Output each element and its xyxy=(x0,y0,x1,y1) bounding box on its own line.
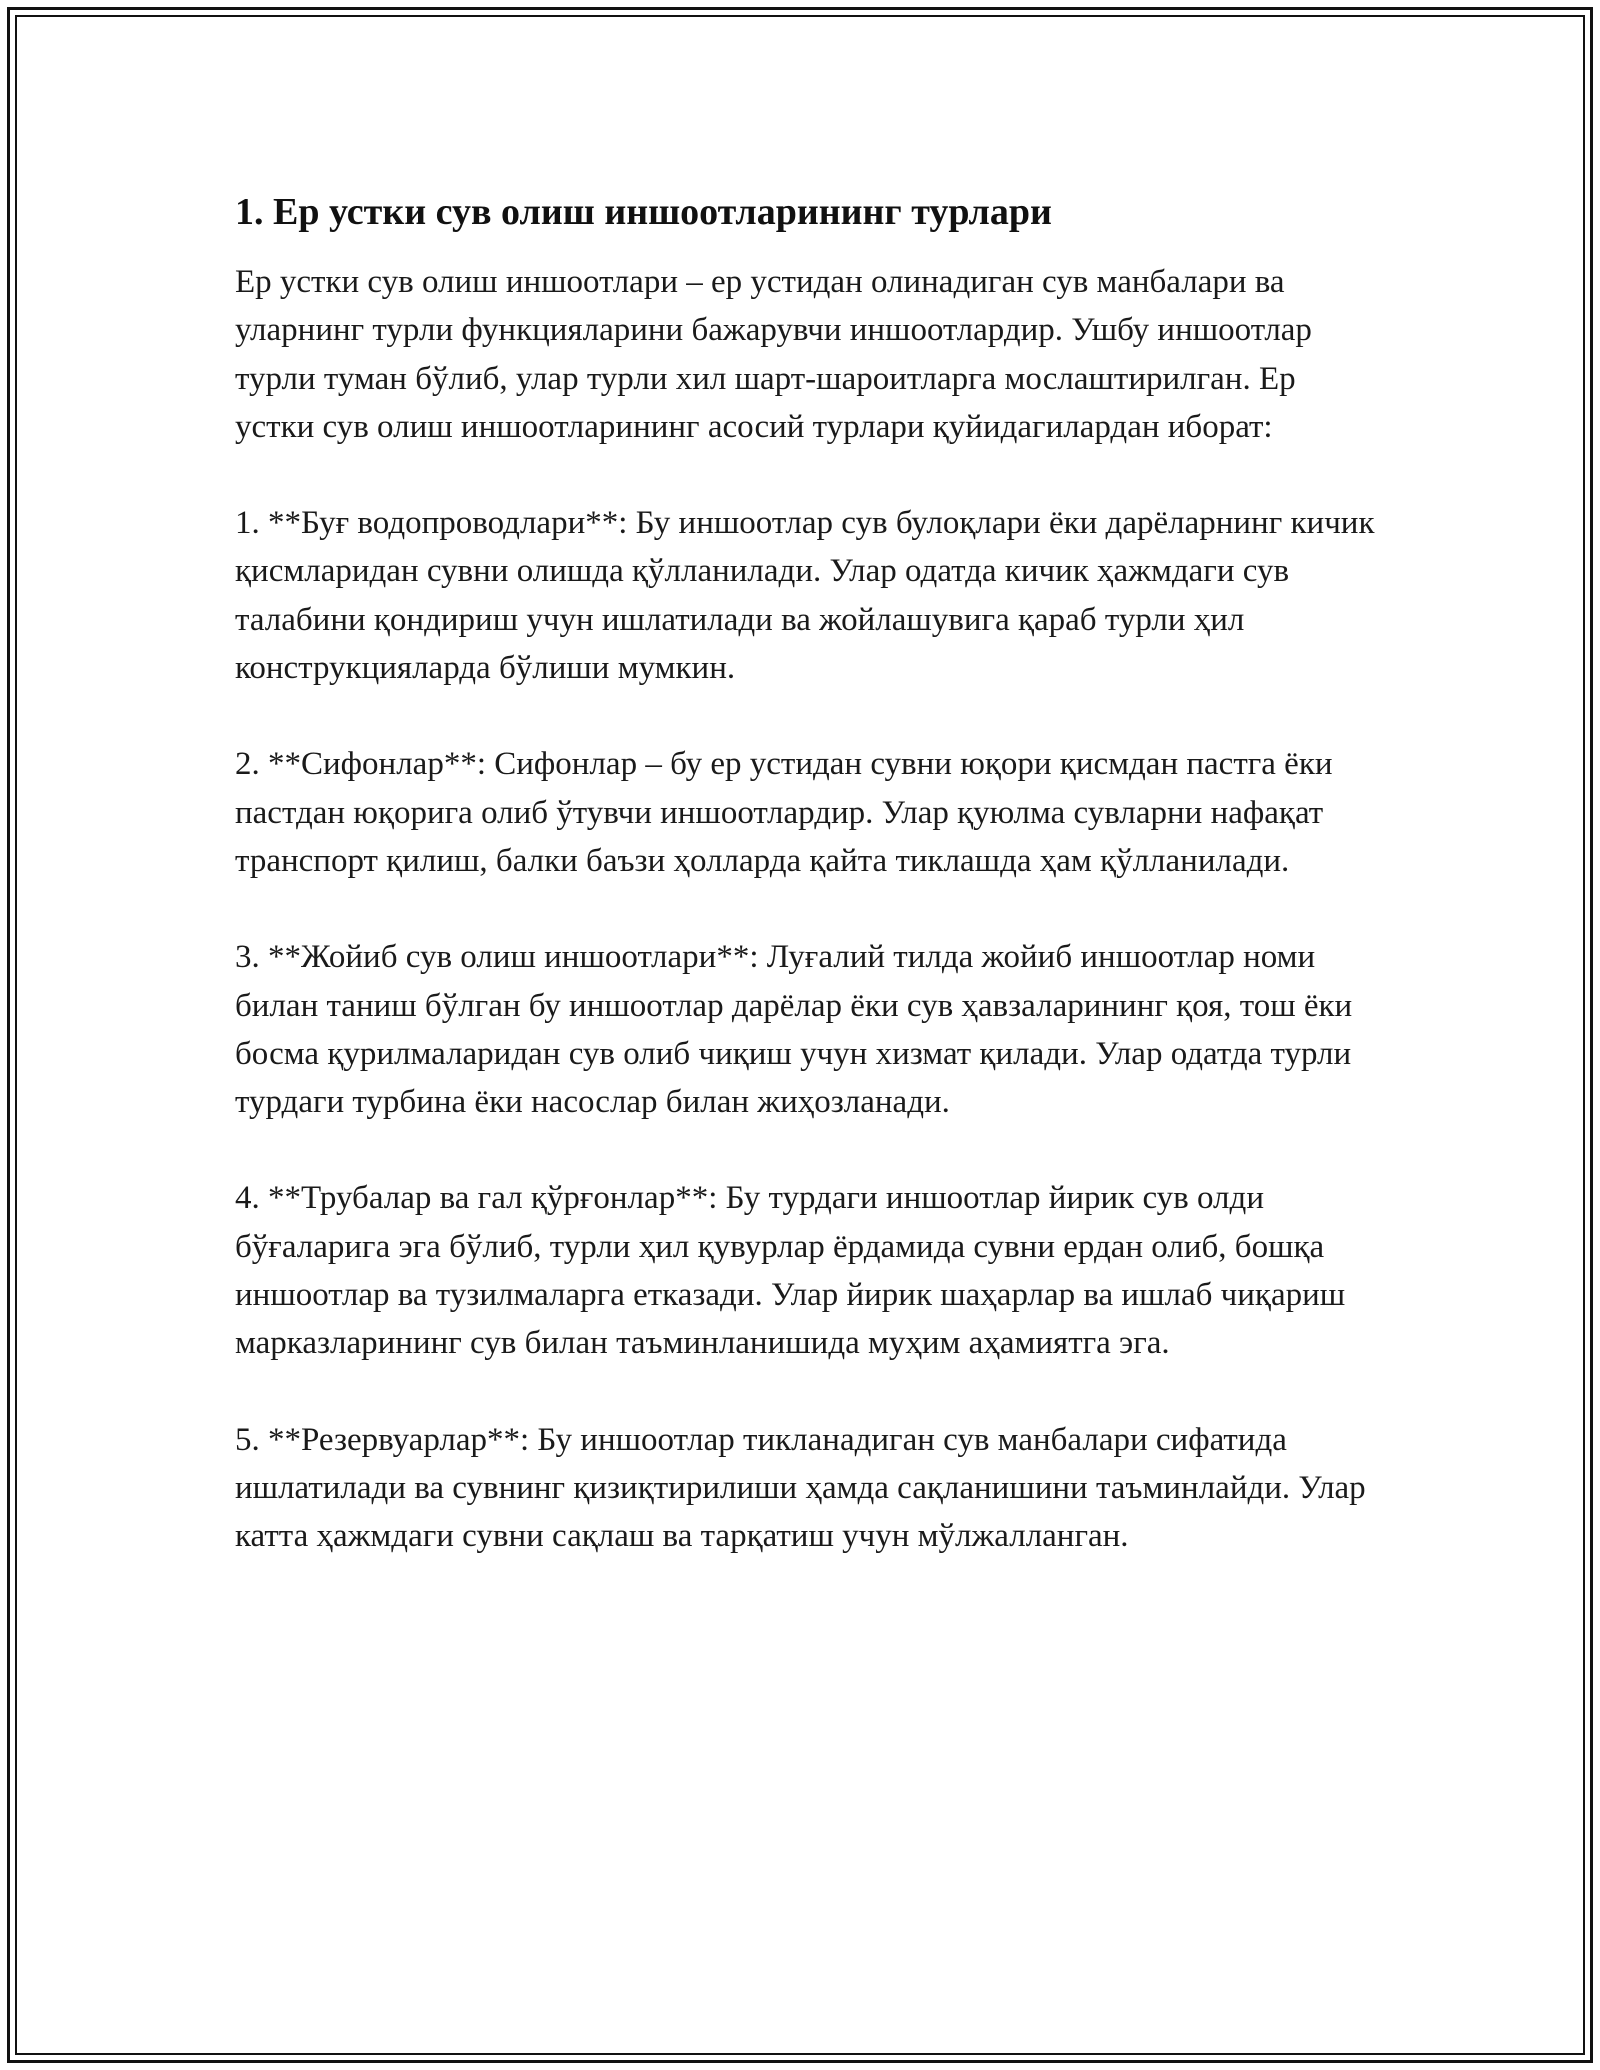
document-body xyxy=(235,188,1375,1609)
list-item-3: 3. **Жойиб сув олиш иншоотлари**: Луғалий тилда жойиб иншоотлар номи билан таниш бўлган бу иншоотлар дарёлар ёки сув ҳавзаларининг қоя, тош ёки босма қурилмаларидан сув олиб чиқиш учун хизмат қилади. Улар одатда турли турдаги турбина ёки насослар билан жиҳозланади. xyxy=(235,939,1353,1121)
intro-paragraph: Ер устки сув олиш иншоотлари – ер устидан олинадиган сув манбалари ва уларнинг турли функцияларини бажарувчи иншоотлардир. Ушбу иншоотлар турли туман бўлиб, улар турли хил шарт-шароитларга мослаштирилган. Ер устки сув олиш иншоотларининг асосий турлари қуйидагилардан иборат: xyxy=(235,264,1312,445)
list-item-2: 2. **Сифонлар**: Сифонлар – бу ер устидан сувни юқори қисмдан пастга ёки пастдан юқорига олиб ўтувчи иншоотлардир. Улар қуюлма сувларни нафақат транспорт қилиш, балки баъзи ҳолларда қайта тиклашда ҳам қўлланилади. xyxy=(235,746,1333,879)
list-item-4: 4. **Трубалар ва гал қўрғонлар**: Бу турдаги иншоотлар йирик сув олди бўғаларига эга бўлиб, турли ҳил қувурлар ёрдамида сувни ердан олиб, бошқа иншоотлар ва тузилмаларга етказади. Улар йирик шаҳарлар ва ишлаб чиқариш марказларининг сув билан таъминланишида муҳим аҳамиятга эга. xyxy=(235,1180,1346,1362)
section-heading: 1. Ер устки сув олиш иншоотларининг турлари xyxy=(235,191,1052,233)
list-item-1: 1. **Буғ водопроводлари**: Бу иншоотлар сув булоқлари ёки дарёларнинг кичик қисмларидан сувни олишда қўлланилади. Улар одатда кичик ҳажмдаги сув талабини қондириш учун ишлатилади ва жойлашувига қараб турли ҳил конструкцияларда бўлиши мумкин. xyxy=(235,505,1375,687)
list-item-5: 5. **Резервуарлар**: Бу иншоотлар тикланадиган сув манбалари сифатида ишлатилади ва сувнинг қизиқтирилиши ҳамда сақланишини таъминлайди. Улар катта ҳажмдаги сувни сақлаш ва тарқатиш учун мўлжалланган. xyxy=(235,1421,1366,1555)
